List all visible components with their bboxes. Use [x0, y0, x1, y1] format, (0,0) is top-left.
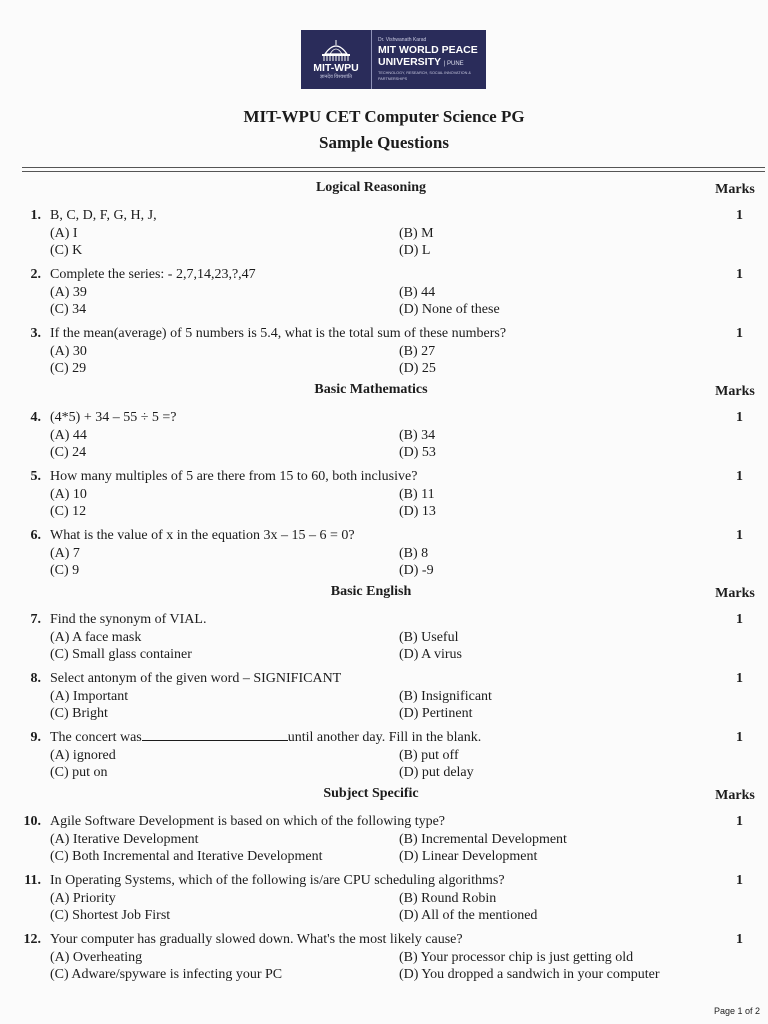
logo-line2: UNIVERSITY	[378, 56, 441, 68]
dome-icon	[319, 40, 353, 62]
answer-option: (B) M	[399, 226, 434, 241]
answer-option: (C) Both Incremental and Iterative Development	[50, 849, 323, 864]
answer-option: (D) A virus	[399, 647, 462, 662]
answer-option: (C) Adware/spyware is infecting your PC	[50, 967, 283, 982]
question-number: 9.	[30, 730, 41, 745]
answer-option: (A) Overheating	[50, 950, 143, 965]
answer-option: (B) 44	[399, 285, 436, 300]
question-number: 3.	[30, 326, 41, 341]
page-subtitle: Sample Questions	[319, 133, 449, 152]
university-logo	[301, 30, 486, 89]
answer-option: (A) 39	[50, 285, 87, 300]
answer-option: (C) 34	[50, 302, 87, 317]
question-marks: 1	[736, 730, 743, 745]
logo-founder: Dr. Vishwanath Karad	[378, 37, 427, 43]
section-title: Basic Mathematics	[314, 382, 428, 397]
question-number: 4.	[30, 410, 41, 425]
answer-option: (A) ignored	[50, 748, 116, 763]
question-marks: 1	[736, 410, 743, 425]
answer-option: (B) Your processor chip is just getting old	[399, 950, 634, 965]
fill-in-blank	[142, 730, 288, 741]
answer-option: (B) put off	[399, 748, 459, 763]
question-text: Agile Software Development is based on which of the following type?	[50, 814, 446, 829]
answer-option: (C) 9	[50, 563, 80, 578]
answer-option: (C) 29	[50, 361, 87, 376]
section-title: Logical Reasoning	[315, 180, 427, 195]
section-title: Subject Specific	[323, 786, 419, 801]
question-number: 6.	[30, 528, 41, 543]
answer-option: (D) You dropped a sandwich in your computer	[399, 967, 660, 982]
answer-option: (A) Iterative Development	[50, 832, 199, 847]
answer-option: (B) 8	[399, 546, 429, 561]
answer-option: (C) 24	[50, 445, 87, 460]
logo-abbr: MIT-WPU	[313, 61, 359, 74]
question-text: Your computer has gradually slowed down. What's the most likely cause?	[50, 932, 463, 947]
question-marks: 1	[736, 612, 743, 627]
answer-option: (D) Linear Development	[399, 849, 538, 864]
question-number: 5.	[30, 469, 41, 484]
answer-option: (A) 7	[50, 546, 80, 561]
answer-option: (C) Bright	[50, 706, 108, 721]
marks-header: Marks	[715, 586, 755, 601]
question-marks: 1	[736, 208, 743, 223]
question-text	[50, 730, 481, 746]
question-marks: 1	[736, 671, 743, 686]
page-number: Page 1 of 2	[713, 1006, 760, 1016]
question-text-before: The concert was	[50, 730, 142, 745]
answer-option: (B) Round Robin	[399, 891, 497, 906]
question-text: Find the synonym of VIAL.	[50, 612, 207, 627]
answer-option: (B) 11	[399, 487, 435, 502]
question-number: 10.	[23, 814, 41, 829]
question-text-after: until another day. Fill in the blank.	[287, 730, 482, 745]
page-title: MIT-WPU CET Computer Science PG	[243, 107, 525, 126]
question-marks: 1	[736, 326, 743, 341]
header-divider-bottom	[22, 171, 765, 172]
question-marks: 1	[736, 873, 743, 888]
question-marks: 1	[736, 814, 743, 829]
section-title: Basic English	[330, 584, 412, 599]
answer-option: (D) put delay	[399, 765, 474, 780]
question-marks: 1	[736, 528, 743, 543]
answer-option: (A) I	[50, 226, 78, 241]
logo-line1: MIT WORLD PEACE	[378, 44, 478, 56]
question-text: In Operating Systems, which of the following is/are CPU scheduling algorithms?	[50, 873, 505, 888]
answer-option: (A) 30	[50, 344, 87, 359]
question-number: 8.	[30, 671, 41, 686]
answer-option: (B) Incremental Development	[399, 832, 567, 847]
question-text: (4*5) + 34 – 55 ÷ 5 =?	[50, 410, 177, 425]
answer-option: (B) Insignificant	[399, 689, 492, 704]
question-text: Select antonym of the given word – SIGNIFICANT	[50, 671, 342, 686]
answer-option: (B) 34	[399, 428, 436, 443]
logo-tagline: TECHNOLOGY, RESEARCH, SOCIAL INNOVATION & PARTNERSHIPS	[378, 71, 471, 81]
question-number: 1.	[30, 208, 41, 223]
marks-header: Marks	[715, 384, 755, 399]
answer-option: (B) 27	[399, 344, 436, 359]
question-text: How many multiples of 5 are there from 15 to 60, both inclusive?	[50, 469, 418, 484]
logo-wordmark: Dr. Vishwanath Karad MIT WORLD PEACE UNIVERSITY | PUNE TECHNOLOGY, RESEARCH, SOCIAL INNOVATION & PARTNERSHIPS	[372, 37, 486, 82]
answer-option: (C) K	[50, 243, 83, 258]
answer-option: (D) -9	[399, 563, 434, 578]
answer-option: (D) 53	[399, 445, 436, 460]
logo-emblem	[301, 30, 372, 89]
question-text: Complete the series: - 2,7,14,23,?,47	[50, 267, 256, 282]
question-marks: 1	[736, 932, 743, 947]
answer-option: (A) Priority	[50, 891, 116, 906]
marks-header: Marks	[715, 788, 755, 803]
question-number: 7.	[30, 612, 41, 627]
answer-option: (A) A face mask	[50, 630, 142, 645]
answer-option: (D) 13	[399, 504, 436, 519]
question-number: 12.	[23, 932, 41, 947]
answer-option: (D) 25	[399, 361, 436, 376]
question-marks: 1	[736, 267, 743, 282]
answer-option: (C) Shortest Job First	[50, 908, 171, 923]
logo-abbr-sub: ज्ञानदेव विश्वशांति	[320, 73, 352, 80]
answer-option: (D) None of these	[399, 302, 500, 317]
question-number: 2.	[30, 267, 41, 282]
answer-option: (A) 10	[50, 487, 87, 502]
answer-option: (A) 44	[50, 428, 87, 443]
question-number: 11.	[24, 873, 41, 888]
answer-option: (B) Useful	[399, 630, 459, 645]
answer-option: (C) 12	[50, 504, 87, 519]
question-text: B, C, D, F, G, H, J,	[50, 208, 157, 223]
question-marks: 1	[736, 469, 743, 484]
answer-option: (D) All of the mentioned	[399, 908, 538, 923]
answer-option: (C) Small glass container	[50, 647, 192, 662]
logo-city: PUNE	[446, 61, 464, 67]
header-divider-top	[22, 167, 765, 168]
answer-option: (A) Important	[50, 689, 129, 704]
marks-header: Marks	[715, 182, 755, 197]
answer-option: (C) put on	[50, 765, 108, 780]
answer-option: (D) L	[399, 243, 431, 258]
question-text: If the mean(average) of 5 numbers is 5.4, what is the total sum of these numbers?	[50, 326, 507, 341]
answer-option: (D) Pertinent	[399, 706, 473, 721]
question-text: What is the value of x in the equation 3x – 15 – 6 = 0?	[50, 528, 355, 543]
